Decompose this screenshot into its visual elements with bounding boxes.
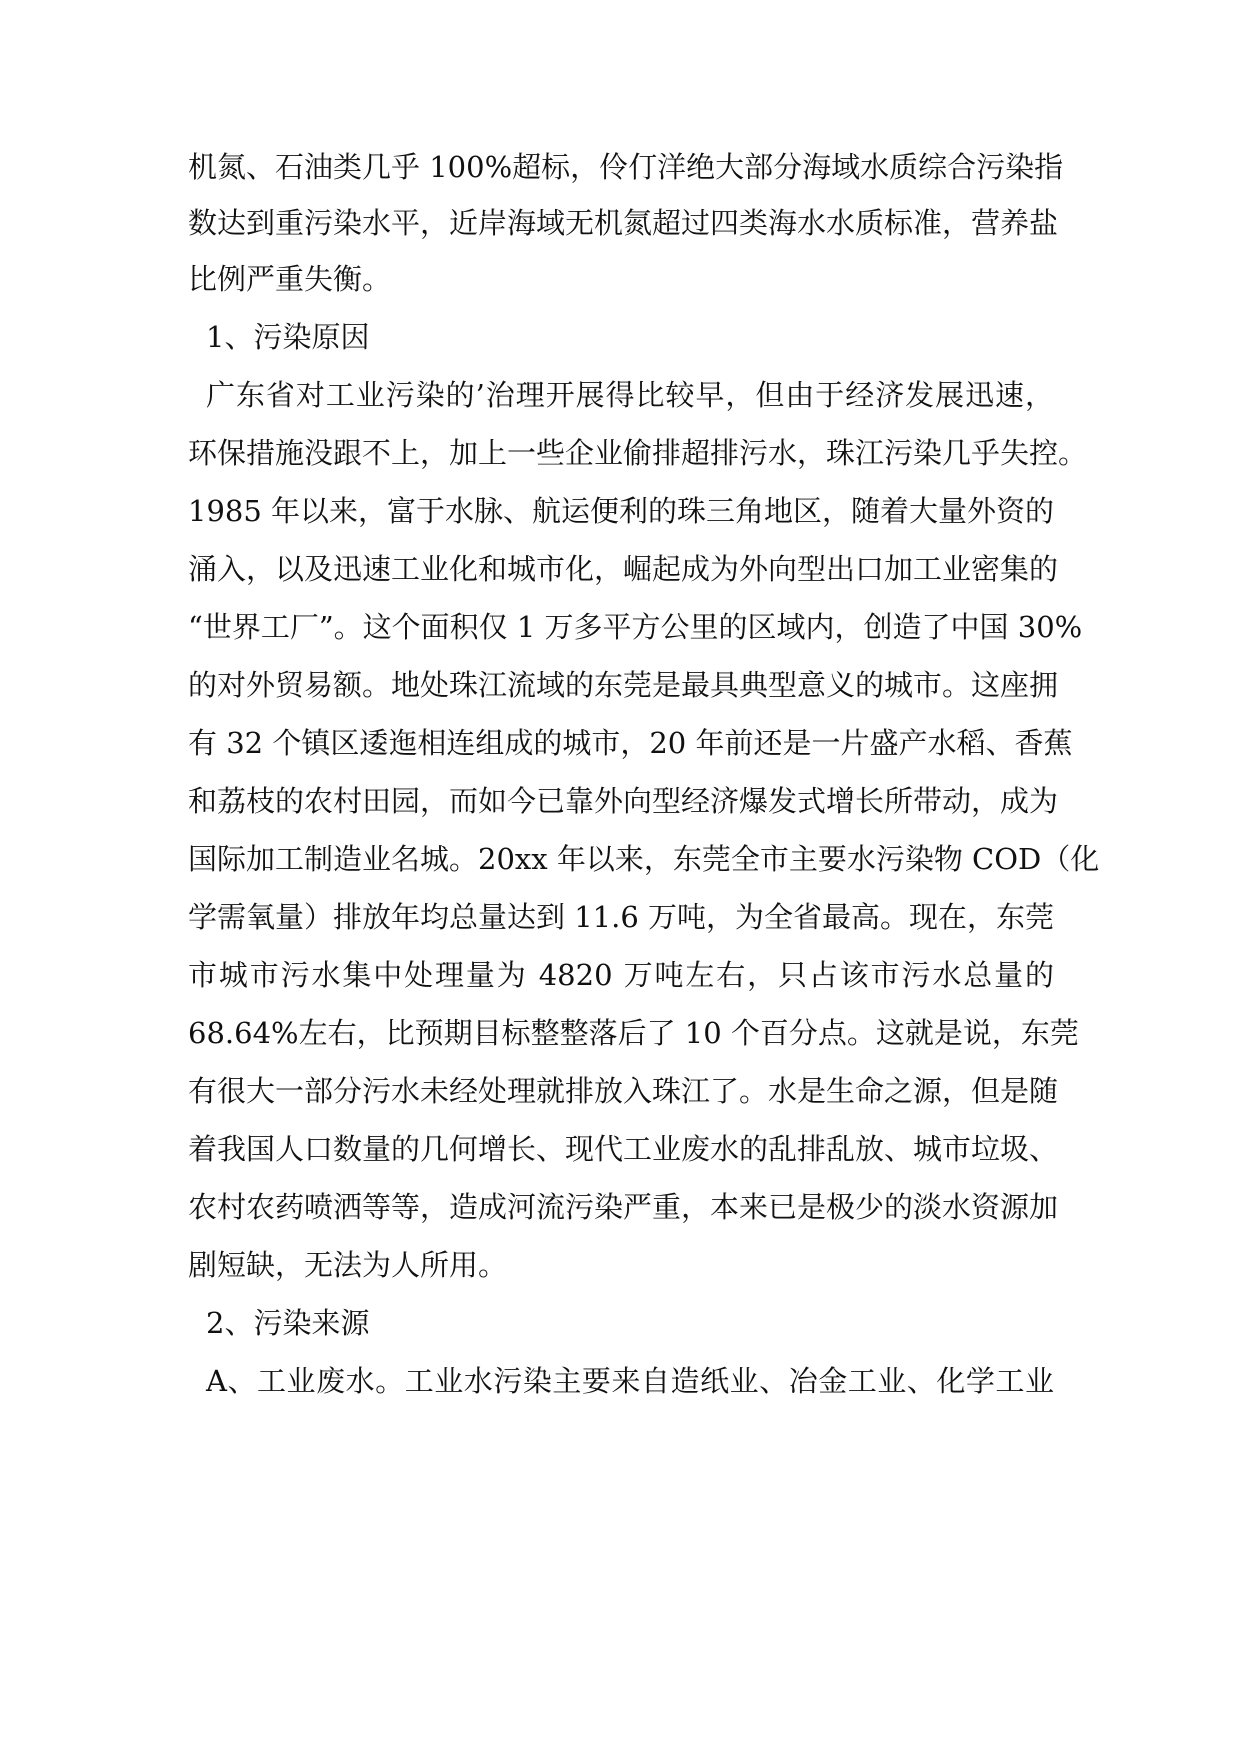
section-heading: 1、污染原因 <box>206 320 370 354</box>
paragraph-line: 的对外贸易额。地处珠江流域的东莞是最具典型意义的城市。这座拥 <box>188 668 1059 702</box>
paragraph-line: 68.64%左右，比预期目标整整落后了 10 个百分点。这就是说，东莞 <box>188 1016 1079 1050</box>
paragraph-line: 有很大一部分污水未经处理就排放入珠江了。水是生命之源，但是随 <box>188 1074 1059 1108</box>
paragraph-line: 涌入，以及迅速工业化和城市化，崛起成为外向型出口加工业密集的 <box>188 552 1059 586</box>
paragraph-line: 和荔枝的农村田园，而如今已靠外向型经济爆发式增长所带动，成为 <box>188 784 1059 818</box>
paragraph-line: 剧短缺，无法为人所用。 <box>188 1248 508 1282</box>
paragraph-line: 有 32 个镇区逶迤相连组成的城市，20 年前还是一片盛产水稻、香蕉 <box>188 726 1073 760</box>
paragraph-line: 广东省对工业污染的’治理开展得比较早，但由于经济发展迅速， <box>206 378 1054 412</box>
paragraph-line: A、工业废水。工业水污染主要来自造纸业、冶金工业、化学工业 <box>206 1364 1054 1398</box>
section-heading: 2、污染来源 <box>206 1306 370 1340</box>
paragraph-line: 国际加工制造业名城。20xx 年以来，东莞全市主要水污染物 COD（化 <box>188 842 1100 876</box>
paragraph-line: 数达到重污染水平，近岸海域无机氮超过四类海水水质标准，营养盐 <box>188 206 1059 240</box>
paragraph-line: 农村农药喷洒等等，造成河流污染严重，本来已是极少的淡水资源加 <box>188 1190 1059 1224</box>
paragraph-line: 比例严重失衡。 <box>188 262 392 296</box>
paragraph-line: 机氮、石油类几乎 100%超标，伶仃洋绝大部分海域水质综合污染指 <box>188 150 1064 184</box>
paragraph-line: “世界工厂”。这个面积仅 1 万多平方公里的区域内，创造了中国 30% <box>188 610 1083 644</box>
paragraph-line: 学需氧量）排放年均总量达到 11.6 万吨，为全省最高。现在，东莞 <box>188 900 1055 934</box>
paragraph-line: 市城市污水集中处理量为 4820 万吨左右，只占该市污水总量的 <box>188 958 1054 992</box>
paragraph-line: 环保措施没跟不上，加上一些企业偷排超排污水，珠江污染几乎失控。 <box>188 436 1088 470</box>
paragraph-line: 着我国人口数量的几何增长、现代工业废水的乱排乱放、城市垃圾、 <box>188 1132 1059 1166</box>
paragraph-line: 1985 年以来，富于水脉、航运便利的珠三角地区，随着大量外资的 <box>188 494 1055 528</box>
